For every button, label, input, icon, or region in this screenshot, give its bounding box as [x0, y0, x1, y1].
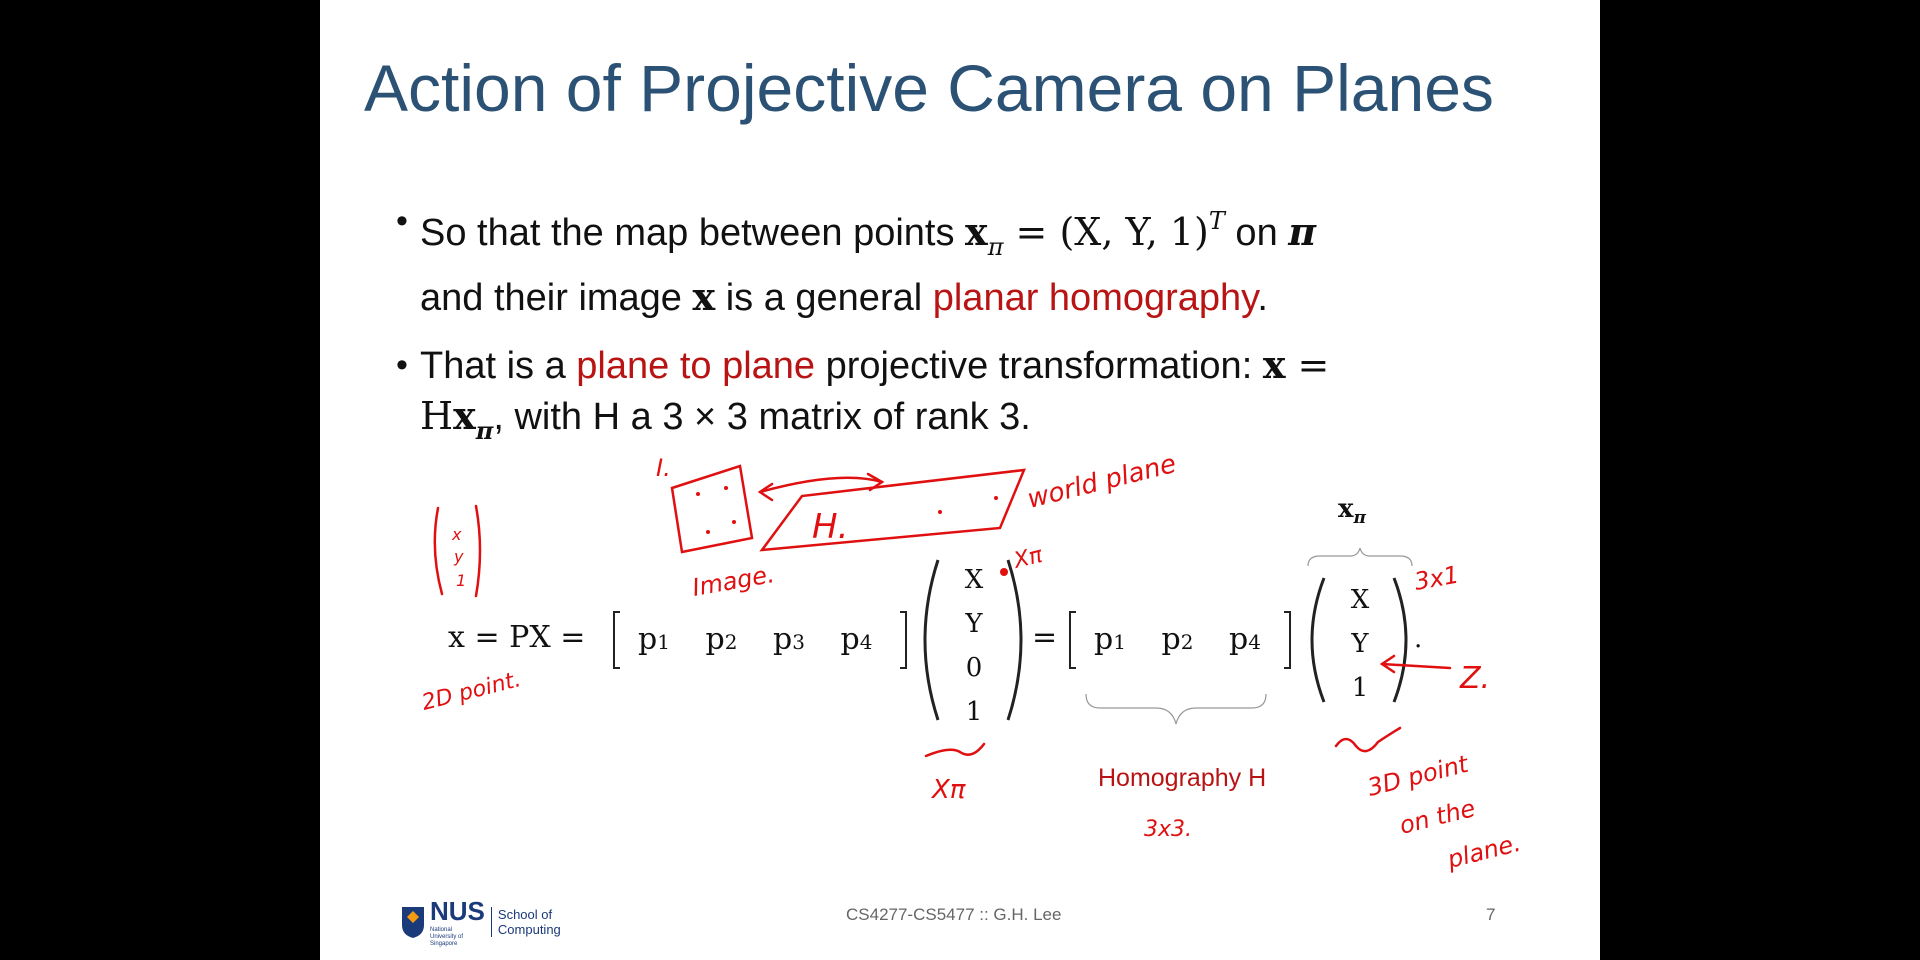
math-x: x	[453, 393, 476, 438]
nus-text: NUS	[430, 896, 485, 926]
school-of-computing	[491, 907, 561, 937]
nus-wordmark	[430, 896, 485, 948]
vec-entry: 1	[1351, 673, 1369, 703]
label-x: x	[1338, 494, 1354, 524]
handwritten-annotations	[320, 0, 1600, 960]
bullet-dot: •	[396, 202, 408, 240]
p-col: p	[705, 622, 725, 657]
text: is a general	[715, 277, 933, 319]
ink-label-3d-point-1: 3D point	[1364, 749, 1471, 802]
vec-entry: Y	[1351, 629, 1369, 659]
text: So that the map between points	[420, 212, 966, 254]
p-sub: 4	[1248, 630, 1261, 654]
text: , with H a 3 × 3 matrix of rank 3.	[493, 396, 1031, 438]
text: on	[1224, 212, 1289, 254]
math-sub-pi: π	[475, 416, 494, 445]
ink-label-3x3: 3x3.	[1144, 817, 1193, 842]
nus-logo	[400, 896, 561, 948]
ink-label-world-plane: world plane	[1024, 448, 1180, 515]
math-pi: π	[1288, 209, 1317, 254]
math-eq: =	[1285, 343, 1330, 387]
slide-title: Action of Projective Camera on Planes	[364, 51, 1494, 125]
brace-label-homography: Homography H	[1098, 764, 1267, 792]
math-sub-pi: π	[987, 233, 1004, 261]
text: and their image	[420, 277, 693, 319]
vec-entry: X	[1350, 585, 1370, 615]
school-line1: School of	[497, 907, 553, 922]
equation-end: .	[1414, 624, 1423, 654]
slide	[320, 0, 1600, 960]
ink-label-x-pi-plane: Xπ	[1011, 542, 1045, 574]
equation-lhs: x = PX =	[448, 620, 586, 655]
nus-crest-icon	[400, 905, 426, 939]
footer-course: CS4277-CS5477 :: G.H. Lee	[846, 905, 1062, 924]
text: .	[1257, 277, 1268, 319]
equation-eq2: =	[1032, 620, 1058, 655]
p-col: p	[1161, 622, 1181, 657]
ink-label-i: I.	[656, 454, 671, 482]
ink-label-3d-point-3: plane.	[1444, 828, 1524, 874]
p-sub: 2	[724, 630, 738, 654]
highlight-planar-homography: planar homography	[932, 277, 1258, 319]
p-sub: 3	[792, 630, 805, 654]
math-x: x	[692, 274, 716, 319]
math-x: x	[1262, 342, 1286, 387]
ink-label-h: H.	[812, 507, 849, 547]
p-sub: 4	[859, 630, 873, 654]
p-col: p	[1094, 622, 1114, 657]
label-sub: π	[1353, 508, 1366, 528]
ink-label-image: Image.	[690, 559, 777, 602]
math-rhs: = (X, Y, 1)	[1003, 210, 1209, 254]
p-col: p	[773, 622, 793, 657]
ink-label-3d-point-2: on the	[1396, 794, 1479, 840]
nus-small-text: National University of Singapore	[430, 927, 464, 947]
ink-label-z: Z.	[1460, 661, 1491, 696]
p-sub: 2	[1180, 630, 1194, 654]
vec-entry: 1	[965, 697, 983, 727]
math-x: x	[965, 209, 988, 254]
vec-entry: 0	[965, 653, 983, 683]
p-col: p	[840, 622, 860, 657]
p-sub: 1	[1113, 630, 1126, 654]
ink-label-2d-point: 2D point.	[419, 667, 524, 716]
text: That is a	[420, 345, 577, 387]
highlight-plane-to-plane: plane to plane	[576, 345, 816, 387]
text: projective transformation:	[815, 345, 1263, 387]
ink-label-x-pi-below: Xπ	[932, 775, 966, 805]
vec-entry: Y	[965, 609, 983, 639]
bullet-dot: •	[396, 346, 408, 384]
school-line2: Computing	[497, 922, 561, 937]
p-col: p	[1229, 622, 1249, 657]
ink-label-3x1: 3x1	[1412, 560, 1462, 596]
ink-1: 1	[456, 571, 467, 590]
math-h: H	[420, 394, 454, 438]
math-sup-t: T	[1208, 207, 1225, 235]
vec-entry: X	[964, 565, 984, 595]
footer-page-number: 7	[1486, 905, 1496, 924]
p-col: p	[638, 622, 658, 657]
ink-y: y	[454, 547, 464, 566]
p-sub: 1	[657, 630, 670, 654]
ink-x: x	[452, 525, 462, 544]
